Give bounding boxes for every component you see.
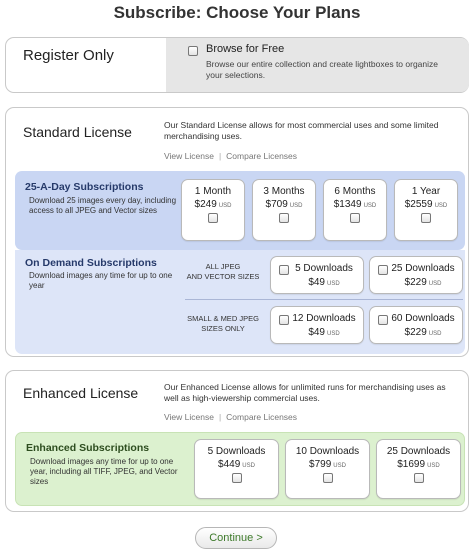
currency-label: USD: [242, 463, 255, 469]
plan-option-60-downloads[interactable]: [369, 306, 463, 344]
plan-price: $449: [218, 459, 241, 470]
browse-free-box[interactable]: [166, 38, 469, 92]
plan-price: $2559: [404, 199, 433, 210]
plan-option-3-months[interactable]: [252, 179, 316, 241]
enhanced-subscriptions-title: Enhanced Subscriptions: [26, 442, 150, 454]
plan-option-5-downloads[interactable]: [270, 256, 364, 294]
register-title: Register Only: [23, 47, 114, 64]
plan-price: $1349: [333, 199, 362, 210]
plan-option-12-downloads[interactable]: [270, 306, 364, 344]
enhanced-license-description: Our Enhanced License allows for unlimited runs for merchandising uses as well as high-viewership commercial uses.: [164, 382, 446, 403]
currency-label: USD: [327, 331, 340, 337]
currency-label: USD: [428, 331, 442, 337]
currency-label: USD: [218, 203, 232, 209]
currency-label: USD: [427, 463, 440, 469]
row-label-all-jpeg: ALL JPEG AND VECTOR SIZES: [186, 262, 260, 281]
continue-button[interactable]: Continue >: [195, 527, 277, 549]
plan-label: 5 Downloads: [295, 263, 353, 274]
subscriptions-25-a-day-title: 25-A-Day Subscriptions: [25, 181, 144, 193]
browse-free-description: Browse our entire collection and create lightboxes to organize your selections.: [206, 59, 438, 80]
plan-label: 1 Month: [194, 186, 232, 197]
standard-license-panel: [5, 107, 469, 357]
currency-label: USD: [333, 463, 346, 469]
plan-checkbox[interactable]: [350, 213, 360, 223]
standard-license-title: Standard License: [23, 124, 132, 140]
plan-price: $229: [404, 327, 427, 338]
on-demand-section: [15, 250, 465, 354]
subscriptions-25-a-day-description: Download 25 images every day, including access to all JPEG and Vector sizes: [29, 196, 177, 215]
plan-price: $1699: [397, 459, 426, 470]
enhanced-license-title: Enhanced License: [23, 385, 139, 401]
browse-free-checkbox[interactable]: [188, 46, 198, 56]
plan-checkbox[interactable]: [414, 473, 424, 483]
plan-label: 10 Downloads: [295, 446, 360, 457]
plan-option-enhanced-10-downloads[interactable]: [285, 439, 370, 499]
currency-label: USD: [434, 203, 448, 209]
currency-label: USD: [428, 281, 442, 287]
plan-option-1-month[interactable]: [181, 179, 245, 241]
plan-option-enhanced-25-downloads[interactable]: [376, 439, 461, 499]
plan-label: 25 Downloads: [386, 446, 451, 457]
plan-price: $709: [265, 199, 288, 210]
view-license-link[interactable]: View License: [164, 412, 214, 422]
plan-label: 60 Downloads: [391, 313, 455, 324]
view-license-link[interactable]: View License: [164, 151, 214, 161]
enhanced-subscriptions-description: Download images any time for up to one year, including all TIFF, JPEG, and Vector sizes: [30, 457, 178, 486]
plan-price: $49: [308, 327, 325, 338]
on-demand-title: On Demand Subscriptions: [25, 257, 157, 269]
plan-price: $229: [404, 277, 427, 288]
standard-license-description: Our Standard License allows for most commercial uses and some limited merchandising uses.: [164, 120, 439, 141]
currency-label: USD: [327, 281, 340, 287]
plan-label: 1 Year: [411, 186, 441, 197]
enhanced-license-panel: [5, 370, 469, 512]
plan-label: 25 Downloads: [391, 263, 455, 274]
plan-option-25-downloads[interactable]: [369, 256, 463, 294]
plan-checkbox[interactable]: [208, 213, 218, 223]
plan-price: $799: [309, 459, 332, 470]
plan-label: 12 Downloads: [292, 313, 356, 324]
currency-label: USD: [289, 203, 303, 209]
enhanced-subscriptions-section: [15, 432, 465, 506]
enhanced-license-links: View License | Compare Licenses: [164, 412, 298, 422]
plan-option-enhanced-5-downloads[interactable]: [194, 439, 279, 499]
row-divider: [185, 299, 463, 300]
plan-checkbox[interactable]: [232, 473, 242, 483]
plan-checkbox[interactable]: [323, 473, 333, 483]
plan-price: $249: [194, 199, 217, 210]
compare-licenses-link[interactable]: Compare Licenses: [226, 412, 298, 422]
subscriptions-25-a-day-section: [15, 171, 465, 250]
currency-label: USD: [363, 203, 377, 209]
register-panel: [5, 37, 469, 93]
compare-licenses-link[interactable]: Compare Licenses: [226, 151, 298, 161]
plan-checkbox[interactable]: [279, 213, 289, 223]
page-title: Subscribe: Choose Your Plans: [113, 3, 361, 22]
plan-option-6-months[interactable]: [323, 179, 387, 241]
row-label-small-med-jpeg: SMALL & MED JPEG SIZES ONLY: [187, 314, 259, 333]
plan-checkbox[interactable]: [421, 213, 431, 223]
plan-price: $49: [308, 277, 325, 288]
browse-free-label: Browse for Free: [206, 43, 285, 55]
plan-label: 3 Months: [263, 186, 305, 197]
on-demand-description: Download images any time for up to one year: [29, 271, 173, 290]
standard-license-links: View License | Compare Licenses: [164, 151, 298, 161]
plan-option-1-year[interactable]: [394, 179, 458, 241]
plan-label: 6 Months: [334, 186, 376, 197]
plan-label: 5 Downloads: [207, 446, 266, 457]
